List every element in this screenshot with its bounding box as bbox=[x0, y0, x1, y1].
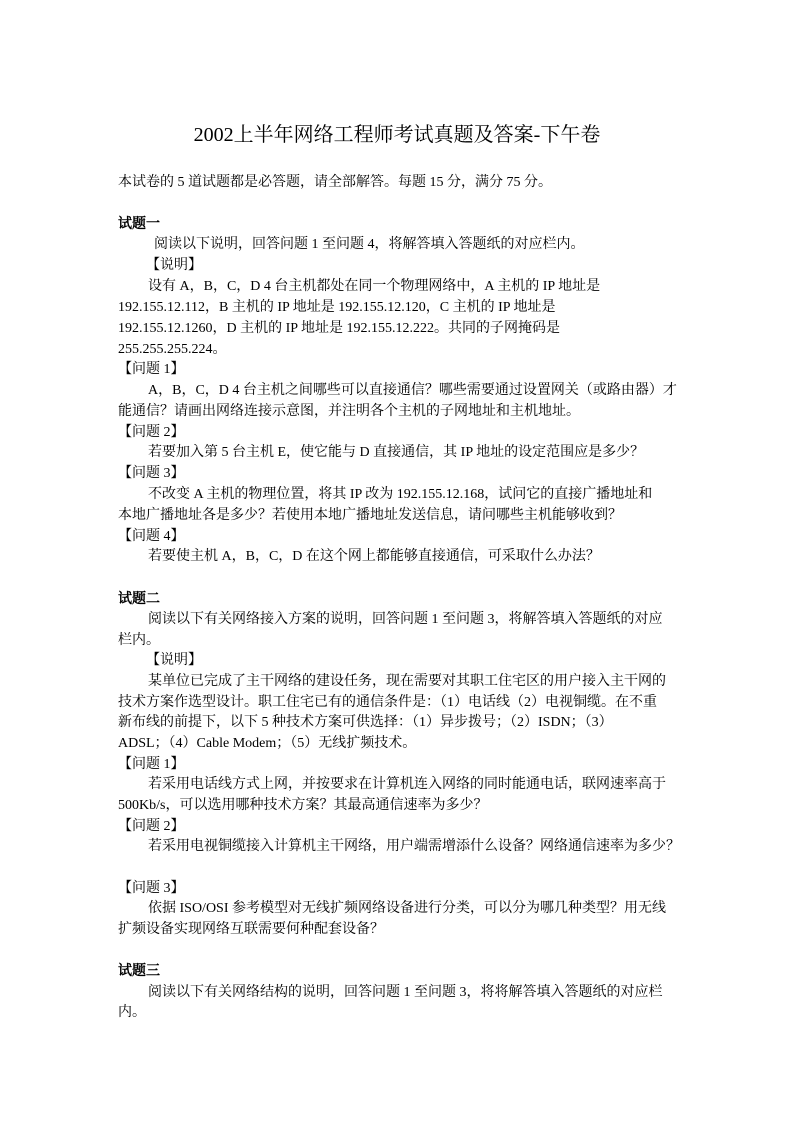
desc-line: 设有 A，B，C，D 4 台主机都处在同一个物理网络中，A 主机的 IP 地址是 bbox=[148, 279, 601, 294]
desc-line: 新布线的前提下，以下 5 种技术方案可供选择：（1）异步拨号；（2）ISDN；（3） bbox=[118, 715, 613, 730]
sub-question-line: 若要使主机 A，B，C，D 在这个网上都能够直接通信，可采取什么办法？ bbox=[148, 549, 600, 564]
desc-line: 技术方案作选型设计。职工住宅已有的通信条件是：（1）电话线（2）电视铜缆。在不重 bbox=[118, 695, 657, 710]
sub-question-label: 【问题 3】 bbox=[118, 881, 185, 896]
sub-question-label: 【问题 2】 bbox=[118, 819, 185, 834]
desc-line: 某单位已完成了主干网络的建设任务，现在需要对其职工住宅区的用户接入主干网的 bbox=[148, 674, 666, 689]
page-title: 2002上半年网络工程师考试真题及答案-下午卷 bbox=[193, 124, 601, 146]
sub-question-line: 若要加入第 5 台主机 E，使它能与 D 直接通信，其 IP 地址的设定范围应是多少？ bbox=[148, 445, 645, 460]
desc-line: 255.255.255.224。 bbox=[118, 342, 227, 357]
desc-line: 192.155.12.112，B 主机的 IP 地址是 192.155.12.120，C 主机的 IP 地址是 bbox=[118, 300, 556, 315]
sub-question-line: 500Kb/s，可以选用哪种技术方案？其最高通信速率为多少？ bbox=[118, 798, 488, 813]
question-3-lead: 内。 bbox=[118, 1005, 146, 1020]
sub-question-label: 【问题 1】 bbox=[118, 362, 185, 377]
question-2-desc-label: 【说明】 bbox=[146, 653, 202, 668]
sub-question-line: 不改变 A 主机的物理位置，将其 IP 改为 192.155.12.168，试问它的直接广播地址和 bbox=[148, 487, 653, 502]
sub-question-line: 若采用电视铜缆接入计算机主干网络，用户端需增添什么设备？网络通信速率为多少？ bbox=[148, 839, 680, 854]
sub-question-label: 【问题 3】 bbox=[118, 466, 185, 481]
sub-question-line: 依据 ISO/OSI 参考模型对无线扩频网络设备进行分类，可以分为哪几种类型？用无线 bbox=[148, 901, 667, 916]
sub-question-line: A，B，C，D 4 台主机之间哪些可以直接通信？哪些需要通过设置网关（或路由器）才 bbox=[148, 383, 677, 398]
question-3-lead: 阅读以下有关网络结构的说明，回答问题 1 至问题 3，将将解答填入答题纸的对应栏 bbox=[148, 985, 663, 1000]
sub-question-line: 若采用电话线方式上网，并按要求在计算机连入网络的同时能通电话，联网速率高于 bbox=[148, 777, 666, 792]
sub-question-label: 【问题 2】 bbox=[118, 425, 185, 440]
question-1-lead: 阅读以下说明，回答问题 1 至问题 4，将解答填入答题纸的对应栏内。 bbox=[154, 237, 585, 252]
question-2-lead: 阅读以下有关网络接入方案的说明，回答问题 1 至问题 3，将解答填入答题纸的对应 bbox=[148, 612, 663, 627]
question-2-lead: 栏内。 bbox=[118, 633, 160, 648]
sub-question-label: 【问题 4】 bbox=[118, 529, 185, 544]
sub-question-line: 本地广播地址各是多少？若使用本地广播地址发送信息，请问哪些主机能够收到？ bbox=[118, 508, 622, 523]
sub-question-line: 扩频设备实现网络互联需要何种配套设备？ bbox=[118, 922, 384, 937]
sub-question-label: 【问题 1】 bbox=[118, 757, 185, 772]
sub-question-line: 能通信？请画出网络连接示意图，并注明各个主机的子网地址和主机地址。 bbox=[118, 404, 580, 419]
question-3-heading: 试题三 bbox=[118, 964, 160, 979]
desc-line: ADSL；（4）Cable Modem；（5）无线扩频技术。 bbox=[118, 736, 417, 751]
question-1-desc-label: 【说明】 bbox=[146, 258, 202, 273]
intro-text: 本试卷的 5 道试题都是必答题，请全部解答。每题 15 分，满分 75 分。 bbox=[118, 175, 552, 190]
question-2-heading: 试题二 bbox=[118, 592, 160, 607]
question-1-heading: 试题一 bbox=[118, 217, 160, 232]
desc-line: 192.155.12.1260，D 主机的 IP 地址是 192.155.12.222。共同的子网掩码是 bbox=[118, 321, 561, 336]
